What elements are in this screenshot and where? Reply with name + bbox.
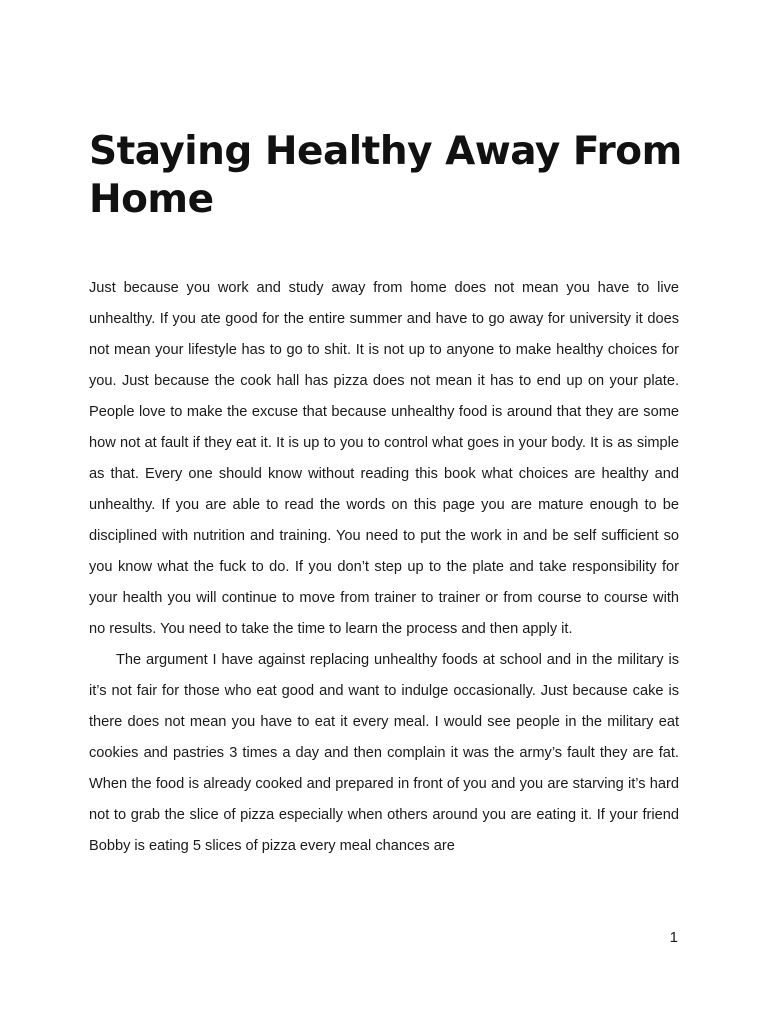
paragraph-1: Just because you work and study away from home does not mean you have to live unhealthy. If you ate good for the entire summer and have to go away for university it does not mean your lifestyle has to go to shit. It is not up to anyone to make healthy choices for you. Just because the cook hall has pizza does not mean it has to end up on your plate. People love to make the excuse that because unhealthy food is around that they are some how not at fault if they eat it. It is up to you to control what goes in your body. It is as simple as that. Every one should know without reading this book what choices are healthy and unhealthy. If you are able to read the words on this page you are mature enough to be disciplined with nutrition and training. You need to put the work in and be self sufficient so you know what the fuck to do. If you don’t step up to the plate and take responsibility for your health you will continue to move from trainer to trainer or from course to course with no results. You need to take the time to learn the process and then apply it.: [89, 280, 679, 637]
page-title: Staying Healthy Away From Home: [89, 129, 682, 222]
body-text: [89, 273, 679, 862]
page-number: 1: [669, 929, 678, 946]
paragraph-2: The argument I have against replacing unhealthy foods at school and in the military is it’s not fair for those who eat good and want to indulge occasionally. Just because cake is there does not mean you have to eat it every meal. I would see people in the military eat cookies and pastries 3 times a day and then complain it was the army’s fault they are fat. When the food is already cooked and prepared in front of you and you are starving it’s hard not to grab the slice of pizza especially when others around you are eating it. If your friend Bobby is eating 5 slices of pizza every meal chances are: [89, 652, 679, 854]
